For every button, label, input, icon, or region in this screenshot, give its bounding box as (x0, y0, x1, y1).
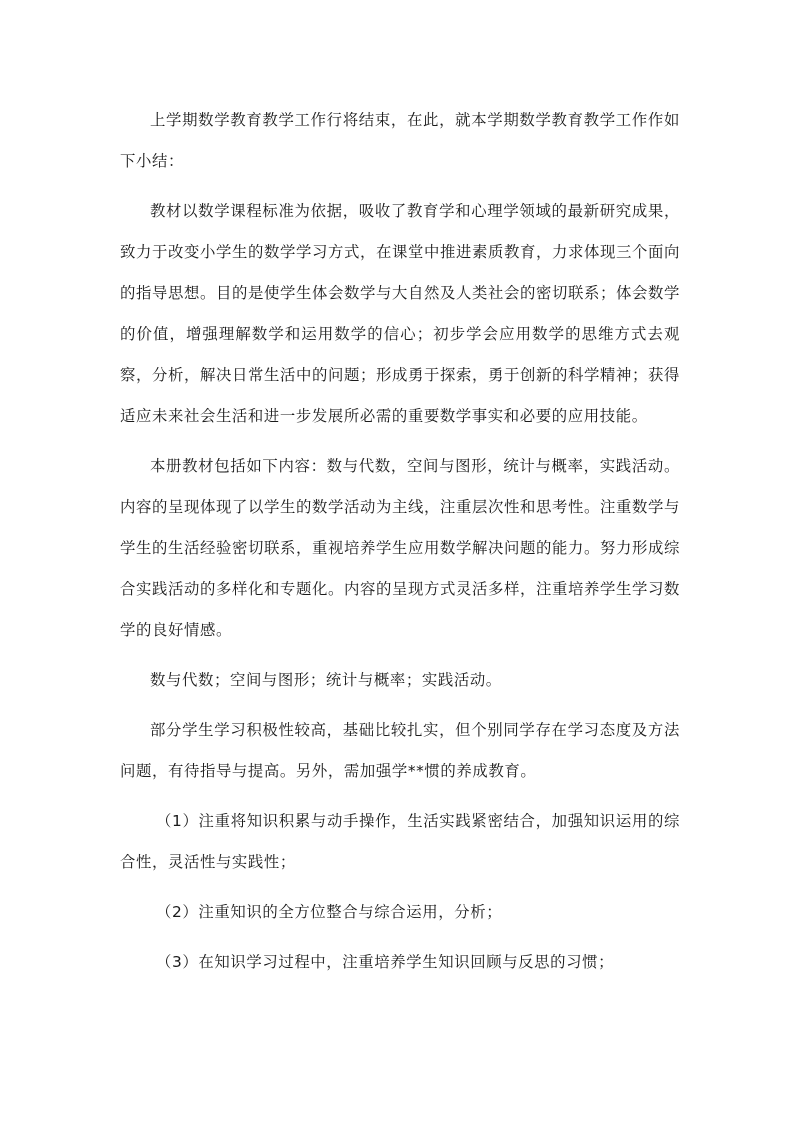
paragraph-student-situation: 部分学生学习积极性较高，基础比较扎实，但个别同学存在学习态度及方法问题，有待指导与提高。另外，需加强学**惯的养成教育。 (120, 721, 680, 780)
paragraph-textbook-content: 本册教材包括如下内容：数与代数，空间与图形，统计与概率，实践活动。内容的呈现体现了以学生的数学活动为主线，注重层次性和思考性。注重数学与学生的生活经验密切联系，重视培养学生应用数学解决问题的能力。努力形成综合实践活动的多样化和专题化。内容的呈现方式灵活多样，注重培养学生学习数学的良好情感。 (120, 457, 680, 639)
list-item-2: （2）注重知识的全方位整合与综合运用，分析； (156, 903, 503, 921)
list-item-3: （3）在知识学习过程中，注重培养学生知识回顾与反思的习惯； (156, 953, 615, 971)
document-body (120, 100, 680, 992)
list-item-1: （1）注重将知识积累与动手操作，生活实践紧密结合，加强知识运用的综合性，灵活性与实践性； (120, 812, 680, 871)
paragraph-textbook-basis: 教材以数学课程标准为依据，吸收了教育学和心理学领域的最新研究成果，致力于改变小学生的数学学习方式，在课堂中推进素质教育，力求体现三个面向的指导思想。目的是使学生体会数学与大自然及人类社会的密切联系；体会数学的价值，增强理解数学和运用数学的信心；初步学会应用数学的思维方式去观察，分析，解决日常生活中的问题；形成勇于探索，勇于创新的科学精神；获得适应未来社会生活和进一步发展所必需的重要数学事实和必要的应用技能。 (120, 202, 680, 425)
paragraph-intro: 上学期数学教育教学工作行将结束，在此，就本学期数学教育教学工作作如下小结： (120, 111, 680, 170)
paragraph-content-areas: 数与代数；空间与图形；统计与概率；实践活动。 (150, 671, 502, 689)
